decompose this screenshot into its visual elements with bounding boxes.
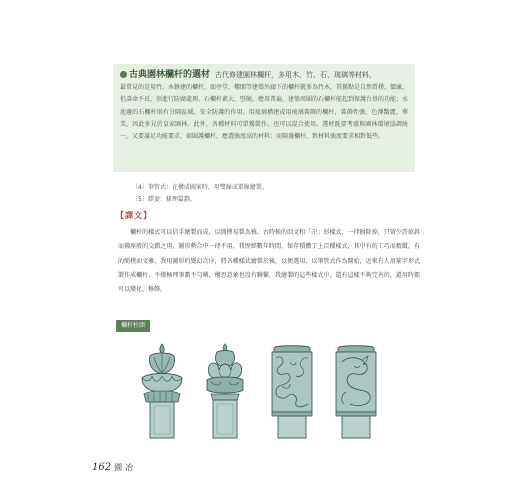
box-lead-text: 古代修建園林欄杆，多用木、竹、石、琉璃等材料， [215, 71, 377, 79]
bullet-icon [120, 71, 127, 78]
book-title: 園冶 [114, 463, 137, 472]
post-illustration-carved [262, 342, 322, 440]
translation-section-tag: 【譯文】 [116, 211, 152, 220]
footnotes [132, 182, 412, 206]
sidebar-box [113, 64, 415, 172]
post-illustration-lotus [132, 342, 192, 440]
footnote-5: 〔5〕繹妻：條理篇劃。 [132, 196, 196, 203]
box-title-line [120, 69, 408, 81]
footnote-4: 〔4〕筆管式：在構成圖案時，用雙線或單線繪製。 [132, 184, 268, 191]
plate-caption: 欄杆柱頭 [116, 320, 150, 332]
page-number: 162 [92, 462, 112, 473]
box-body-text: 最常見的是用竹。木修建的欄杆，如亭堂、樓閣等建築外廊下的欄杆就多為竹木，其優點是自然質樸、價廉，但壽命不長，須進行防腐處理。石欄杆素大、堅硬，應用普遍，建築周圍的石欄杆能起到保護台基的功能；水池邊的石欄杆則有分隔區域、安全防護的作用。用琉璃構建或用琉璃裝飾的欄杆，裝飾性強，色澤豔麗，華美，因此多見於皇家園林。此外，各種材料可單獨製作，也可以混合使用。選材既要考慮與園林環境協調統一，又要滿足功能要求，如圍護欄杆，應選強度高的材料；而隔邊欄杆，對材料強度要求相對低些。 [120, 84, 409, 141]
post-illustration-flame [195, 342, 255, 440]
box-heading: 古典園林欄杆的選材 [129, 70, 211, 80]
page-footer [92, 455, 136, 474]
translation-paragraph: 欄杆的樣式可以信手繪製而成，以簡樸易製為雅。古時候的回文和「卍」形樣式，一律摒除掉，只留少許欹斜而佛座般的交錯之用，圖形勢合中一律不用。我歷經數年時間，保存積攢了上百種樣式，其中有的工巧而精緻，有的簡樸而文雅，我用圖形的變幻次序，將各種樣式繪製於後，以便選用。以筆管式作為開始，近來有人用篆字形式製作成欄杆，不僅極理筆劃不勻稱，構思意象也沒有聯繫，我繪製的這些樣式中，還有這樣不夠完善的，還用時都可以變化、修飾。 [118, 229, 420, 294]
post-illustration-dragon [326, 342, 386, 440]
